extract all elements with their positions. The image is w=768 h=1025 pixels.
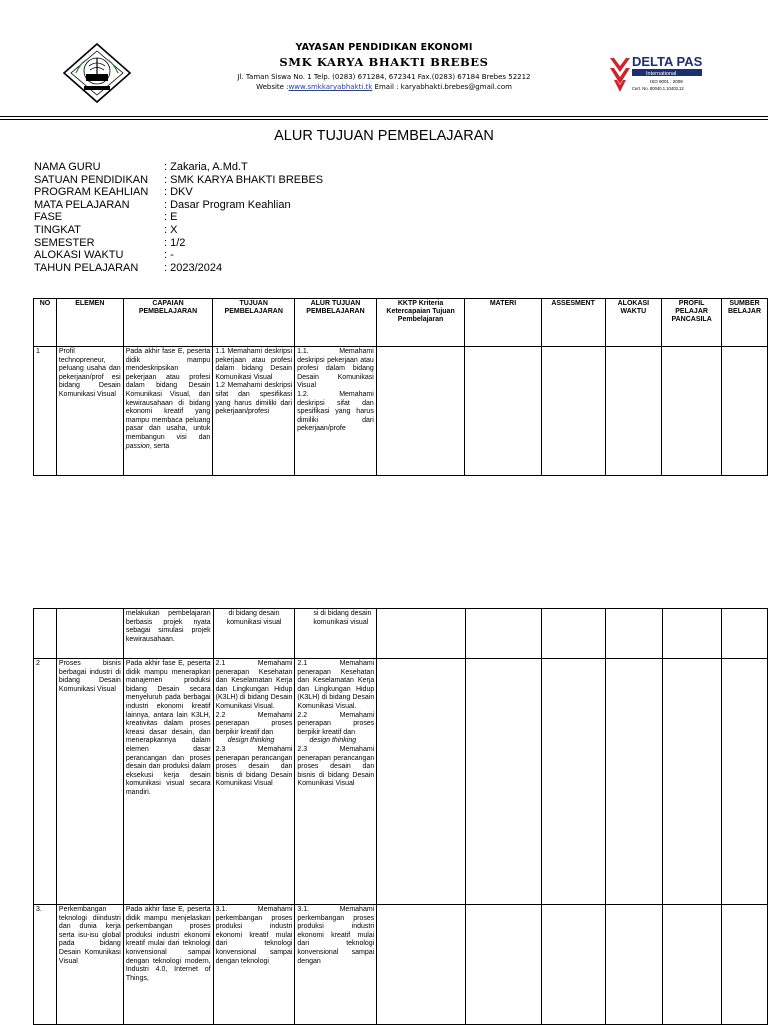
cell-tujuan: 3.1. Memahami perkembangan proses produksi industri ekonomi kreatif mulai dari teknologi konvensional sampai dengan teknologi bbox=[213, 905, 295, 1025]
cell-elemen bbox=[56, 609, 123, 659]
field-value: : DKV bbox=[164, 186, 193, 199]
cell-materi bbox=[465, 659, 542, 905]
alur-italic: design thinking bbox=[309, 737, 357, 745]
field-fase bbox=[34, 211, 323, 224]
cell-assesment bbox=[541, 347, 605, 476]
field-label: SATUAN PENDIDIKAN bbox=[34, 173, 149, 186]
cell-profil bbox=[662, 905, 722, 1025]
alur-text: 1.1. Memahami deskripsi pekerjaan atau profesi dalam bidang Desain Komunikasi Visual 1.2. Memahami deskripsi sifat dan spesifikasi yang harus dimiliki dari pekerjaan/profe bbox=[297, 348, 374, 433]
school-name: SMK KARYA BHAKTI BREBES bbox=[279, 55, 489, 69]
cell-capaian: Pada akhir fase E, peserta didik mampu menerapkan manajemen produksi bidang Desain secara menyeluruh pada berbagai industri ekonomi kreatif lainnya, antara lain K3LH, kreativitas dalam proses kreasi dasar desain, dan menerapkannya dalam elemen dasar perancangan dan proses desain dan produksi dalam eksekusi kerja desain komunikasi visual secara mandiri. bbox=[123, 659, 213, 905]
email-text: Email : karyabhakti.brebes@gmail.com bbox=[372, 83, 512, 91]
field-value: : X bbox=[164, 223, 178, 236]
page-1 bbox=[0, 0, 768, 500]
atp-table-page-1 bbox=[33, 298, 768, 476]
cell-kktp bbox=[377, 609, 465, 659]
cell-materi bbox=[465, 347, 541, 476]
field-label: TAHUN PELAJARAN bbox=[34, 261, 139, 274]
cell-assesment bbox=[542, 609, 606, 659]
school-crest-logo bbox=[62, 42, 132, 104]
cell-capaian: Pada akhir fase E, peserta didik mampu menjelaskan perkembangan proses produksi industri ekonomi kreatif mulai dari teknologi konvensional sampai dengan teknologi modern, Industri 4.0, Internet of Things, bbox=[123, 905, 213, 1025]
cert-logo-title: DELTA PAS bbox=[632, 54, 703, 69]
tujuan-tail: 2.3 Memahami penerapan perancangan proses desain dan bisnis di bidang Desain Komunikasi Visual bbox=[215, 745, 295, 788]
field-value: : E bbox=[164, 211, 178, 224]
cell-no: 1 bbox=[34, 347, 57, 476]
cell-capaian: melakukan pembelajaran berbasis projek nyata sebagai simulasi projek kewirausahaan. bbox=[123, 609, 213, 659]
cell-sumber bbox=[722, 905, 768, 1025]
field-semester bbox=[34, 237, 323, 250]
field-value: : Zakaria, A.Md.T bbox=[164, 161, 248, 173]
field-mata-pelajaran bbox=[34, 199, 323, 212]
header-capaian: CAPAIAN PEMBELAJARAN bbox=[123, 299, 213, 347]
cell-alur bbox=[295, 659, 377, 905]
cell-tujuan bbox=[213, 659, 295, 905]
cert-logo-subtitle: International bbox=[646, 71, 677, 77]
cell-profil bbox=[662, 659, 722, 905]
field-alokasi-waktu bbox=[34, 249, 323, 262]
cell-assesment bbox=[542, 659, 606, 905]
cell-elemen: Perkembangan teknologi diindustri dan dunia kerja serta isu-isu global pada bidang Desain Komunikasi Visual bbox=[56, 905, 123, 1025]
field-value: : - bbox=[164, 249, 174, 262]
header-profil: PROFIL PELAJAR PANCASILA bbox=[662, 299, 722, 347]
field-program-keahlian bbox=[34, 186, 323, 199]
alur-tail: 2.3 Memahami penerapan perancangan proses desain dan bisnis di bidang Desain Komunikasi Visual bbox=[297, 745, 377, 788]
field-tingkat bbox=[34, 224, 323, 237]
header-elemen: ELEMEN bbox=[56, 299, 123, 347]
cell-no: 3. bbox=[34, 905, 57, 1025]
cell-capaian bbox=[123, 347, 213, 476]
field-label: NAMA GURU bbox=[34, 161, 101, 173]
cell-kktp bbox=[376, 347, 464, 476]
letterhead-divider bbox=[0, 116, 768, 117]
table-header-row bbox=[34, 299, 768, 347]
field-tahun-pelajaran bbox=[34, 262, 323, 275]
table-row bbox=[34, 347, 768, 476]
cell-alur: si di bidang desain komunikasi visual bbox=[295, 609, 377, 659]
website-link[interactable]: www.smkkaryabhakti.tk bbox=[288, 83, 373, 91]
field-satuan-pendidikan bbox=[34, 174, 323, 187]
cert-number: Cert. No. 80040.1.10403.12 bbox=[632, 86, 684, 91]
capaian-tail: , serta bbox=[149, 442, 170, 450]
cell-no: 2 bbox=[34, 659, 57, 905]
table-row-continued bbox=[34, 609, 768, 659]
header-tujuan: TUJUAN PEMBELAJARAN bbox=[213, 299, 295, 347]
foundation-name: YAYASAN PENDIDIKAN EKONOMI bbox=[295, 42, 473, 53]
website-label: Website : bbox=[256, 83, 289, 91]
contact-line bbox=[180, 83, 588, 91]
page-2 bbox=[0, 608, 768, 1024]
cell-sumber bbox=[722, 347, 768, 476]
atp-table-page-2 bbox=[33, 608, 768, 1025]
cell-alur bbox=[295, 347, 377, 476]
table-row bbox=[34, 905, 768, 1025]
identity-fields bbox=[34, 161, 323, 274]
header-alokasi: ALOKASI WAKTU bbox=[605, 299, 662, 347]
cell-kktp bbox=[377, 659, 465, 905]
cell-assesment bbox=[542, 905, 606, 1025]
field-label: TINGKAT bbox=[34, 223, 81, 236]
capaian-italic: passion bbox=[125, 442, 150, 450]
cell-tujuan bbox=[213, 347, 295, 476]
letterhead bbox=[180, 42, 588, 91]
table-row bbox=[34, 659, 768, 905]
delta-pas-certification-logo bbox=[606, 50, 716, 98]
alur-text: 2.1 Memahami penerapan Kesehatan dan Keselamatan Kerja dan Lingkungan Hidup (K3LH) di bidang Desain Komunikasi Visual. 2.2 Memahami penerapan proses berpikir kreatif dan bbox=[297, 660, 375, 736]
cell-alokasi bbox=[605, 347, 662, 476]
field-value: : 1/2 bbox=[164, 236, 186, 249]
cell-kktp bbox=[377, 905, 465, 1025]
header-kktp: KKTP Kriteria Ketercapaian Tujuan Pembelajaran bbox=[376, 299, 464, 347]
cell-tujuan: di bidang desain komunikasi visual bbox=[213, 609, 295, 659]
cell-sumber bbox=[722, 659, 768, 905]
cell-alokasi bbox=[605, 609, 662, 659]
field-label: SEMESTER bbox=[34, 236, 95, 249]
header-materi: MATERI bbox=[465, 299, 541, 347]
field-label: MATA PELAJARAN bbox=[34, 198, 130, 211]
cell-elemen: Profil technopreneur, peluang usaha dan pekerjaan/prof esi bidang Desain Komunikasi Visual bbox=[56, 347, 123, 476]
page-title: ALUR TUJUAN PEMBELAJARAN bbox=[274, 128, 494, 144]
field-value: : SMK KARYA BHAKTI BREBES bbox=[164, 173, 324, 186]
cell-no bbox=[34, 609, 57, 659]
cell-alokasi bbox=[605, 659, 662, 905]
field-label: ALOKASI WAKTU bbox=[34, 249, 124, 262]
tujuan-italic: design thinking bbox=[227, 737, 275, 745]
tujuan-text: 1.1 Memahami deskripsi pekerjaan atau profesi dalam bidang Desain Komunikasi Visual 1.2 Memahami deskripsi sifat dan spesifikasi yang harus dimiliki dari pekerjaan/profesi bbox=[215, 348, 293, 416]
field-value: : Dasar Program Keahlian bbox=[164, 198, 291, 211]
header-alur: ALUR TUJUAN PEMBELAJARAN bbox=[295, 299, 377, 347]
cell-sumber bbox=[722, 609, 768, 659]
tujuan-text: 2.1 Memahami penerapan Kesehatan dan Keselamatan Kerja dan Lingkungan Hidup (K3LH) di bidang Desain Komunikasi Visual. 2.2 Memahami penerapan proses berpikir kreatif dan bbox=[215, 660, 293, 736]
field-label: FASE bbox=[34, 211, 63, 224]
header-sumber: SUMBER BELAJAR bbox=[722, 299, 768, 347]
field-label: PROGRAM KEAHLIAN bbox=[34, 186, 149, 199]
field-nama-guru bbox=[34, 161, 323, 174]
field-value: : 2023/2024 bbox=[164, 261, 223, 274]
cell-alur: 3.1. Memahami perkembangan proses produksi industri ekonomi kreatif mulai dari teknologi konvensional sampai dengan bbox=[295, 905, 377, 1025]
cell-materi bbox=[465, 905, 542, 1025]
cell-elemen: Proses bisnis berbagai industri di bidang Desain Komunikasi Visual bbox=[56, 659, 123, 905]
school-address: Jl. Taman Siswa No. 1 Telp. (0283) 671284, 672341 Fax.(0283) 67184 Brebes 52212 bbox=[237, 73, 531, 81]
capaian-text: Pada akhir fase E, peserta didik mampu mendeskripsikan pekerjaan atau profesi dalam bidang Desain Komunikasi Visual, dan kewirausahaan di bidang ekonomi kreatif yang mampu membaca peluang pasar dan usaha, untuk membangun visi dan bbox=[125, 348, 211, 441]
letterhead-divider-thin bbox=[0, 119, 768, 120]
header-assesment: ASSESMENT bbox=[541, 299, 605, 347]
cell-materi bbox=[465, 609, 542, 659]
cert-iso: ISO 9001 : 2008 bbox=[650, 79, 683, 84]
cell-profil bbox=[662, 609, 722, 659]
cell-profil bbox=[662, 347, 722, 476]
cell-alokasi bbox=[605, 905, 662, 1025]
header-no: NO bbox=[34, 299, 57, 347]
